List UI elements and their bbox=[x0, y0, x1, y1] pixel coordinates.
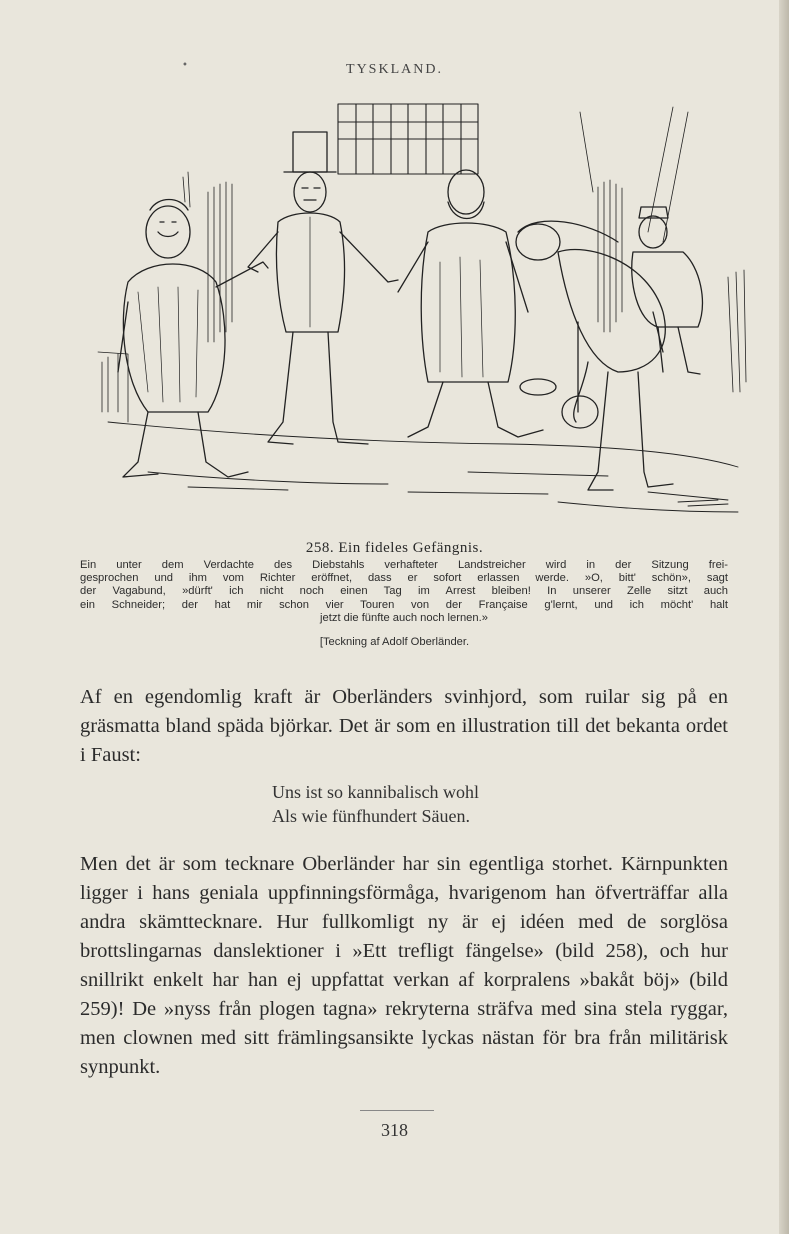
body-paragraph-2: Men det är som tecknare Oberländer har sin egentliga storhet. Kärnpunkten ligger i hans geniala uppfinningsförmåga, hvarigenom han öfverträffar alla andra skämttecknare. Hur fullkomligt ny är ej idéen med de sorglösa brottslingarnas danslektioner i »Ett trefligt fängelse» (bild 258), och hur snillrikt enkelt har han ej uppfattat verkan af korpralens »bakåt böj» (bild 259)! De »nyss från plogen tagna» rekryterna sträfva med sina stela ryggar, men clownen med sitt främlingsansikte lyckas nästan för bra från militärisk synpunkt. bbox=[80, 853, 728, 1078]
body-paragraph-1: Af en egendomlig kraft är Oberländers svinhjord, som ruilar sig på en gräsmatta bland späda björkar. Det är som en illustration till det bekanta ordet i Faust: bbox=[80, 686, 728, 766]
caption-line: der Vagabund, »dürft' ich nicht noch einen Tag im Arrest bleiben! In unserer Zelle sitzt auch bbox=[80, 585, 728, 598]
figure-caption bbox=[80, 559, 728, 625]
caption-line: ein Schneider; der hat mir schon vier Touren von der Française g'lernt, und ich möcht' halt bbox=[80, 598, 728, 611]
figure-bowing-man bbox=[516, 221, 673, 490]
page-number: 318 bbox=[381, 1120, 408, 1140]
caption-line: jetzt die fünfte auch noch lernen.» bbox=[320, 611, 488, 624]
figure-top-hat-dandy bbox=[248, 132, 398, 444]
running-header: TYSKLAND. bbox=[346, 62, 443, 77]
artist-monogram bbox=[678, 500, 728, 506]
caption-line: Ein unter dem Verdachte des Diebstahls verhafteter Landstreicher wird in der Sitzung frei- bbox=[80, 559, 728, 571]
figure-credit: [Teckning af Adolf Oberländer. bbox=[319, 636, 470, 648]
verse-line: Als wie fünfhundert Säuen. bbox=[272, 806, 470, 826]
figure-title: 258. Ein fideles Gefängnis. bbox=[305, 540, 484, 556]
figure-fat-dancer bbox=[118, 200, 268, 478]
illustration-dancing-prisoners bbox=[88, 92, 750, 522]
verse-line: Uns ist so kannibalisch wohl bbox=[272, 782, 479, 802]
wall-hatching bbox=[98, 107, 746, 422]
print-speck: • bbox=[182, 60, 188, 71]
footer-rule bbox=[360, 1110, 434, 1111]
verse-quote bbox=[272, 780, 479, 828]
figure-seated-man bbox=[632, 207, 703, 374]
hat-on-floor bbox=[520, 379, 556, 395]
figure-bearded-prisoner bbox=[398, 170, 543, 437]
barred-window bbox=[338, 104, 478, 174]
page-edge bbox=[779, 0, 789, 1234]
caption-line: gesprochen und ihm vom Richter eröffnet, dass er sofort erlassen werde. »O, bitt' schön», sagt bbox=[80, 572, 728, 585]
